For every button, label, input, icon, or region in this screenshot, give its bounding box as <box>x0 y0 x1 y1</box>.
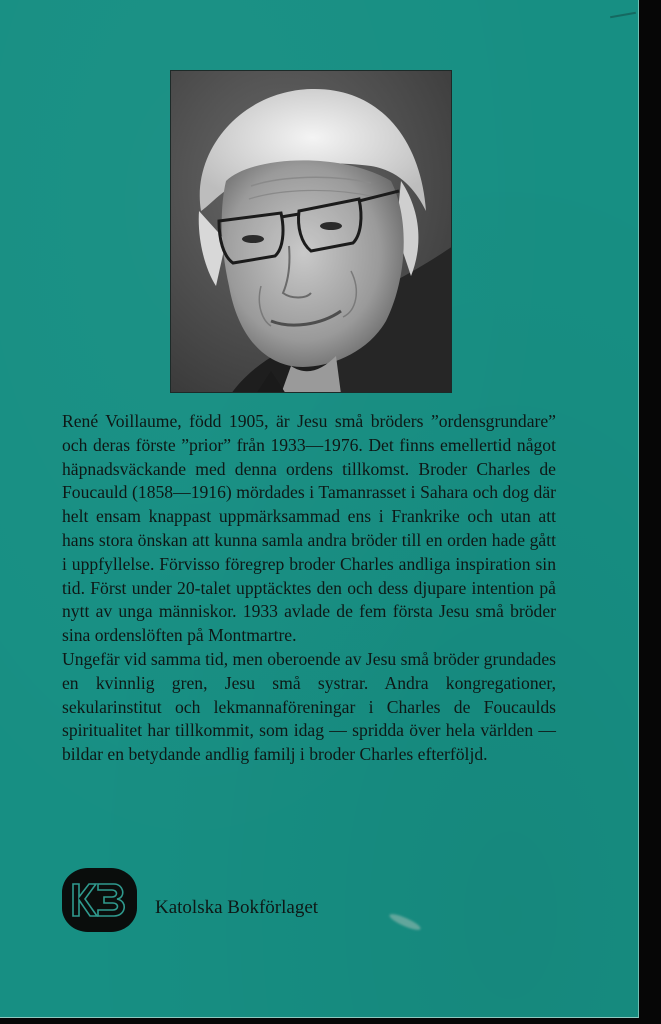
publisher-logo <box>62 868 137 932</box>
kb-logo-icon <box>62 868 137 932</box>
author-portrait-photo <box>170 70 452 393</box>
blurb-paragraph-2: Ungefär vid samma tid, men oberoende av Jesu små bröder grundades en kvinnlig gren, Jesu små systrar. Andra kongregationer, sekularinstitut och lekmannaföreningar i Charles de Foucaulds spiritualitet har tillkommit, som idag — spridda över hela världen — bildar en betydande andlig familj i broder Charles efterföljd. <box>62 648 556 765</box>
scratch-mark <box>610 12 636 18</box>
portrait-illustration <box>171 71 452 393</box>
publisher-name: Katolska Bokförlaget <box>155 897 319 918</box>
scuff-mark <box>388 911 422 932</box>
blurb-paragraph-1: René Voillaume, född 1905, är Jesu små bröders ”ordensgrundare” och deras förste ”prior” från 1933—1976. Det finns emellertid något häpnadsväckande med denna ordens tillkomst. Broder Charles de Foucauld (1858—1916) mördades i Tamanrasset i Sahara och dog där helt ensam knappast uppmärksammad ens i Frankrike och utan att hans stora önskan att kunna samla andra bröder till en orden hade gått i uppfyllelse. Förvisso föregrep broder Charles andliga inspiration sin tid. Först under 20-talet upptäcktes den och dess djupare intention på nytt av unga människor. 1933 avlade de fem första Jesu små bröder sina ordenslöften på Montmartre. <box>62 411 556 646</box>
blurb-text <box>62 410 556 767</box>
